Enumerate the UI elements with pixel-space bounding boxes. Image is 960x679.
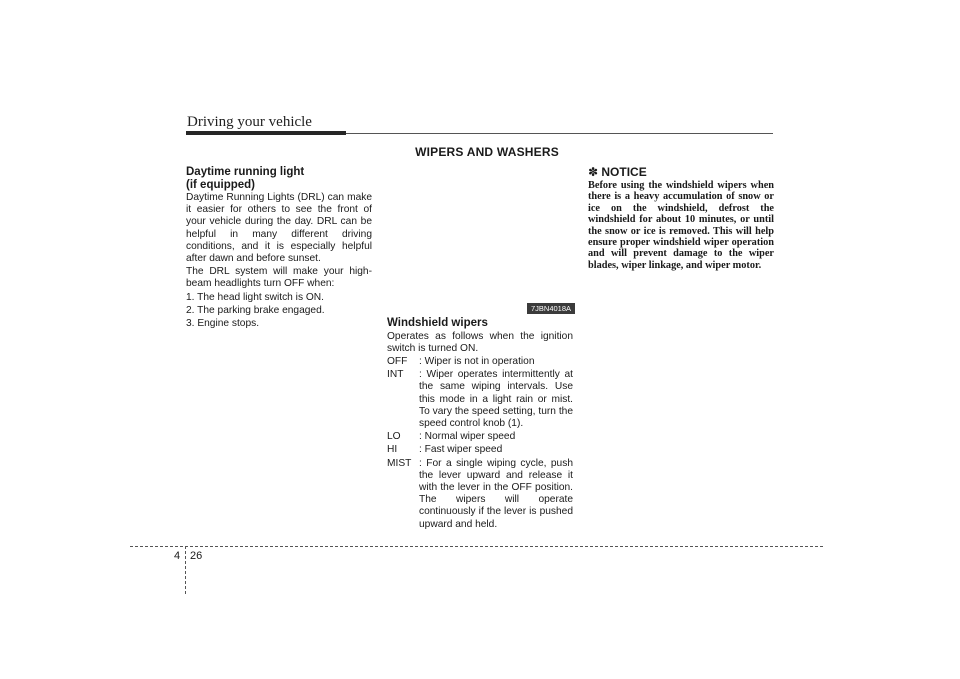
footer-page-number: 26 xyxy=(190,550,203,562)
wiper-mode-key: HI xyxy=(387,444,398,456)
wiper-mode-int xyxy=(387,369,573,430)
notice-heading: ✽ NOTICE xyxy=(588,165,647,179)
wiper-mode-desc: : For a single wiping cycle, push the lever upward and release it with the lever in the OFF position. The wipers will operate continuously if the lever is pushed upward and held. xyxy=(419,457,573,530)
wiper-mode-desc: : Fast wiper speed xyxy=(419,444,503,456)
wiper-mode-desc: : Wiper is not in operation xyxy=(419,355,535,367)
drl-column xyxy=(186,166,372,331)
drl-paragraph-2: The DRL system will make your high-beam headlights turn OFF when: xyxy=(186,266,372,290)
wiper-mode-key: INT xyxy=(387,369,404,381)
wiper-mode-key: LO xyxy=(387,431,401,443)
footer-chapter-number: 4 xyxy=(174,550,181,562)
wipers-heading: Windshield wipers xyxy=(387,317,488,329)
drl-condition-1: 1. The head light switch is ON. xyxy=(186,291,324,303)
image-code-label: 7JBN4018A xyxy=(527,303,575,314)
drl-condition-2: 2. The parking brake engaged. xyxy=(186,304,325,316)
section-title: WIPERS AND WASHERS xyxy=(415,145,559,159)
header-rule-light xyxy=(346,133,773,134)
chapter-title: Driving your vehicle xyxy=(187,114,312,130)
wiper-mode-key: OFF xyxy=(387,355,408,367)
notice-column xyxy=(588,166,774,271)
footer-rule xyxy=(130,546,823,547)
header-rule-dark xyxy=(186,131,346,135)
wiper-mode-off xyxy=(387,356,573,368)
drl-heading-line2: (if equipped) xyxy=(186,178,255,191)
footer-divider xyxy=(185,546,186,594)
wiper-mode-desc: : Normal wiper speed xyxy=(419,431,516,443)
wiper-mode-desc: : Wiper operates intermittently at the same wiping intervals. Use this mode in a light rain or mist. To vary the speed setting, turn the speed control knob (1). xyxy=(419,369,573,429)
drl-heading-line1: Daytime running light xyxy=(186,166,305,178)
drl-heading xyxy=(186,166,372,191)
wipers-intro: Operates as follows when the ignition switch is turned ON. xyxy=(387,330,573,354)
notice-body: Before using the windshield wipers when there is a heavy accumulation of snow or ice on the windshield, defrost the windshield for about 10 minutes, or until the snow or ice is removed. This will help ensure proper windshield wiper operation and will prevent damage to the wiper blades, wiper linkage, and wiper motor. xyxy=(588,180,774,271)
drl-paragraph-1: Daytime Running Lights (DRL) can make it easier for others to see the front of your vehicle during the day. DRL can be helpful in many different driving conditions, and it is especially helpful after dawn and before sunset. xyxy=(186,192,372,265)
wiper-mode-hi xyxy=(387,444,573,456)
drl-condition-3: 3. Engine stops. xyxy=(186,318,260,330)
wiper-mode-key: MIST xyxy=(387,457,412,469)
wiper-mode-lo xyxy=(387,431,573,443)
wipers-column xyxy=(387,317,573,532)
wiper-mode-mist xyxy=(387,458,573,531)
